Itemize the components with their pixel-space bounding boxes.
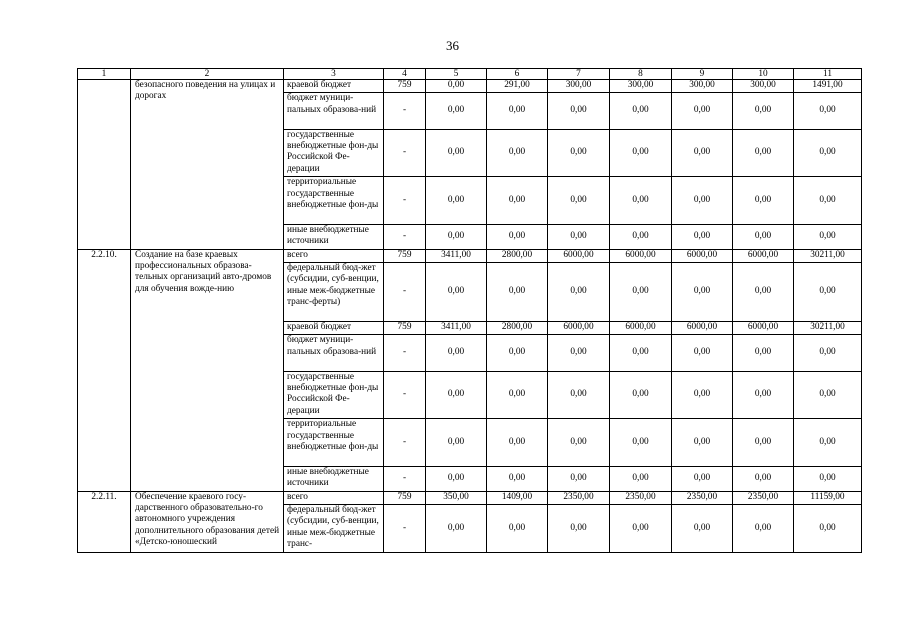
item-code	[78, 80, 131, 250]
column-header-8: 8	[610, 69, 672, 80]
value-col-6: 1409,00	[487, 491, 548, 504]
value-col-10: 0,00	[733, 224, 794, 249]
value-col-5: 0,00	[426, 129, 487, 177]
value-col-6: 0,00	[487, 466, 548, 491]
value-col-11: 0,00	[794, 93, 862, 129]
value-col-9: 0,00	[672, 262, 733, 321]
value-col-11: 0,00	[794, 262, 862, 321]
column-header-5: 5	[426, 69, 487, 80]
value-col-9: 0,00	[672, 93, 733, 129]
funding-source: государственные внебюджетные фон-ды Российской Фе-дерации	[284, 371, 384, 419]
code-759: -	[384, 371, 426, 419]
value-col-8: 0,00	[610, 224, 672, 249]
value-col-9: 0,00	[672, 419, 733, 467]
value-col-10: 0,00	[733, 335, 794, 371]
value-col-7: 0,00	[548, 419, 610, 467]
value-col-8: 0,00	[610, 504, 672, 552]
value-col-11: 1491,00	[794, 80, 862, 93]
value-col-6: 291,00	[487, 80, 548, 93]
value-col-7: 6000,00	[548, 321, 610, 334]
value-col-10: 300,00	[733, 80, 794, 93]
code-759: 759	[384, 80, 426, 93]
item-name: Создание на базе краевых профессиональных образова-тельных организаций авто-дромов для обучения вожде-нию	[131, 249, 284, 491]
column-header-10: 10	[733, 69, 794, 80]
value-col-6: 0,00	[487, 224, 548, 249]
funding-source: всего	[284, 491, 384, 504]
table-row	[78, 249, 862, 262]
value-col-7: 0,00	[548, 504, 610, 552]
table-body	[78, 69, 862, 553]
value-col-10: 0,00	[733, 262, 794, 321]
value-col-10: 2350,00	[733, 491, 794, 504]
column-header-11: 11	[794, 69, 862, 80]
value-col-9: 0,00	[672, 371, 733, 419]
funding-source: федеральный бюд-жет (субсидии, суб-венции, иные меж-бюджетные транс-ферты)	[284, 262, 384, 321]
value-col-10: 0,00	[733, 419, 794, 467]
value-col-11: 0,00	[794, 371, 862, 419]
value-col-11: 30211,00	[794, 321, 862, 334]
value-col-8: 0,00	[610, 93, 672, 129]
code-759: -	[384, 129, 426, 177]
code-759: -	[384, 93, 426, 129]
value-col-10: 0,00	[733, 93, 794, 129]
value-col-6: 0,00	[487, 262, 548, 321]
funding-source: краевой бюджет	[284, 80, 384, 93]
table-row	[78, 491, 862, 504]
value-col-7: 0,00	[548, 335, 610, 371]
item-code: 2.2.11.	[78, 491, 131, 552]
item-name: Обеспечение краевого госу-дарственного образовательно-го автономного учреждения дополнительного образования детей «Детско-юношеский	[131, 491, 284, 552]
value-col-11: 0,00	[794, 224, 862, 249]
value-col-10: 0,00	[733, 504, 794, 552]
value-col-11: 0,00	[794, 335, 862, 371]
value-col-5: 0,00	[426, 93, 487, 129]
value-col-9: 0,00	[672, 504, 733, 552]
funding-source: иные внебюджетные источники	[284, 466, 384, 491]
value-col-7: 2350,00	[548, 491, 610, 504]
value-col-9: 0,00	[672, 466, 733, 491]
value-col-11: 11159,00	[794, 491, 862, 504]
value-col-5: 0,00	[426, 80, 487, 93]
value-col-9: 300,00	[672, 80, 733, 93]
value-col-11: 0,00	[794, 129, 862, 177]
value-col-6: 0,00	[487, 93, 548, 129]
column-header-4: 4	[384, 69, 426, 80]
value-col-7: 0,00	[548, 224, 610, 249]
item-name: безопасного поведения на улицах и дорогах	[131, 80, 284, 250]
header-row	[78, 69, 862, 80]
value-col-5: 0,00	[426, 262, 487, 321]
value-col-8: 6000,00	[610, 249, 672, 262]
funding-source: бюджет муници-пальных образова-ний	[284, 335, 384, 371]
code-759: -	[384, 224, 426, 249]
funding-source: территориальные государственные внебюджетные фон-ды	[284, 419, 384, 467]
code-759: -	[384, 504, 426, 552]
value-col-8: 0,00	[610, 371, 672, 419]
value-col-10: 6000,00	[733, 249, 794, 262]
value-col-5: 0,00	[426, 335, 487, 371]
value-col-11: 0,00	[794, 466, 862, 491]
code-759: -	[384, 335, 426, 371]
funding-source: бюджет муници-пальных образова-ний	[284, 93, 384, 129]
value-col-6: 0,00	[487, 177, 548, 225]
value-col-9: 2350,00	[672, 491, 733, 504]
code-759: 759	[384, 321, 426, 334]
value-col-9: 0,00	[672, 177, 733, 225]
value-col-6: 0,00	[487, 371, 548, 419]
value-col-5: 0,00	[426, 419, 487, 467]
table-row	[78, 80, 862, 93]
value-col-5: 3411,00	[426, 249, 487, 262]
value-col-7: 6000,00	[548, 249, 610, 262]
value-col-8: 6000,00	[610, 321, 672, 334]
column-header-6: 6	[487, 69, 548, 80]
value-col-10: 0,00	[733, 129, 794, 177]
value-col-7: 0,00	[548, 262, 610, 321]
value-col-5: 350,00	[426, 491, 487, 504]
value-col-6: 0,00	[487, 419, 548, 467]
value-col-8: 0,00	[610, 177, 672, 225]
value-col-8: 0,00	[610, 129, 672, 177]
value-col-5: 3411,00	[426, 321, 487, 334]
value-col-11: 0,00	[794, 504, 862, 552]
funding-source: территориальные государственные внебюджетные фон-ды	[284, 177, 384, 225]
value-col-8: 0,00	[610, 335, 672, 371]
value-col-9: 6000,00	[672, 321, 733, 334]
value-col-6: 0,00	[487, 335, 548, 371]
value-col-6: 2800,00	[487, 249, 548, 262]
value-col-10: 0,00	[733, 177, 794, 225]
value-col-8: 0,00	[610, 466, 672, 491]
value-col-7: 0,00	[548, 371, 610, 419]
column-header-7: 7	[548, 69, 610, 80]
value-col-9: 6000,00	[672, 249, 733, 262]
value-col-8: 300,00	[610, 80, 672, 93]
value-col-7: 0,00	[548, 129, 610, 177]
value-col-7: 0,00	[548, 93, 610, 129]
column-header-1: 1	[78, 69, 131, 80]
funding-source: краевой бюджет	[284, 321, 384, 334]
code-759: -	[384, 466, 426, 491]
code-759: -	[384, 177, 426, 225]
code-759: 759	[384, 491, 426, 504]
funding-source: государственные внебюджетные фон-ды Российской Фе-дерации	[284, 129, 384, 177]
value-col-6: 0,00	[487, 129, 548, 177]
value-col-8: 0,00	[610, 262, 672, 321]
value-col-9: 0,00	[672, 224, 733, 249]
column-header-2: 2	[131, 69, 284, 80]
value-col-11: 30211,00	[794, 249, 862, 262]
value-col-11: 0,00	[794, 419, 862, 467]
value-col-5: 0,00	[426, 177, 487, 225]
value-col-5: 0,00	[426, 504, 487, 552]
page-number: 36	[446, 38, 459, 53]
funding-source: всего	[284, 249, 384, 262]
value-col-9: 0,00	[672, 129, 733, 177]
funding-source: федеральный бюд-жет (субсидии, суб-венции, иные меж-бюджетные транс-	[284, 504, 384, 552]
value-col-7: 0,00	[548, 177, 610, 225]
value-col-7: 0,00	[548, 466, 610, 491]
value-col-5: 0,00	[426, 466, 487, 491]
funding-source: иные внебюджетные источники	[284, 224, 384, 249]
column-header-3: 3	[284, 69, 384, 80]
value-col-8: 0,00	[610, 419, 672, 467]
value-col-9: 0,00	[672, 335, 733, 371]
value-col-11: 0,00	[794, 177, 862, 225]
item-code: 2.2.10.	[78, 249, 131, 491]
code-759: -	[384, 262, 426, 321]
code-759: 759	[384, 249, 426, 262]
value-col-6: 0,00	[487, 504, 548, 552]
value-col-5: 0,00	[426, 224, 487, 249]
value-col-10: 0,00	[733, 371, 794, 419]
budget-table	[77, 68, 862, 553]
value-col-7: 300,00	[548, 80, 610, 93]
value-col-5: 0,00	[426, 371, 487, 419]
value-col-10: 6000,00	[733, 321, 794, 334]
value-col-10: 0,00	[733, 466, 794, 491]
code-759: -	[384, 419, 426, 467]
value-col-8: 2350,00	[610, 491, 672, 504]
column-header-9: 9	[672, 69, 733, 80]
value-col-6: 2800,00	[487, 321, 548, 334]
